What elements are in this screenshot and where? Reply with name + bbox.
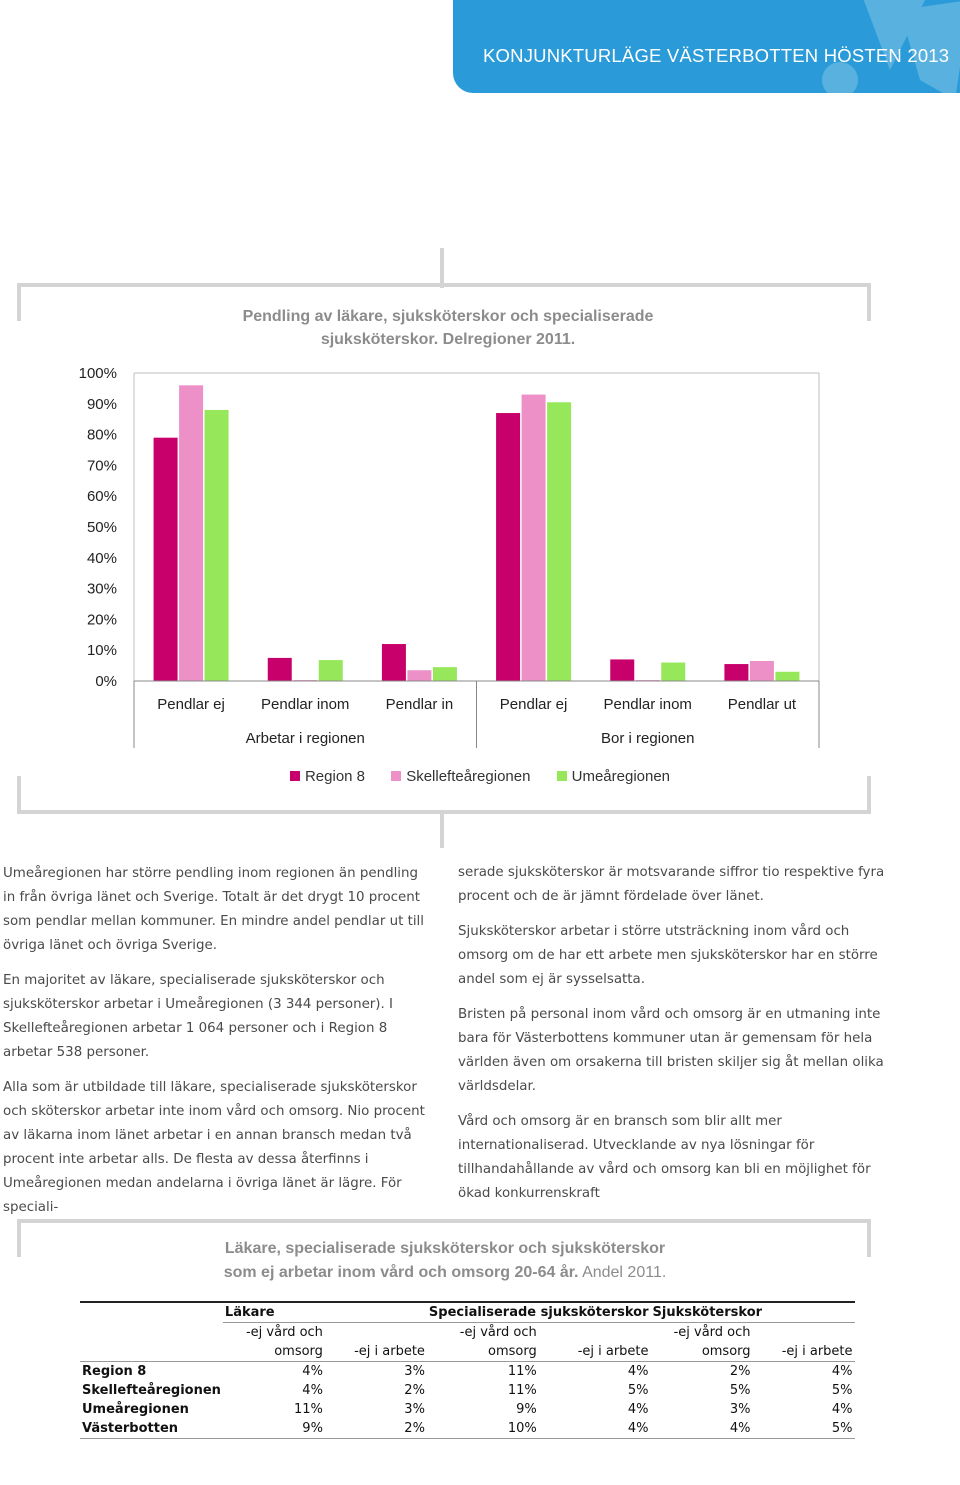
table-cell xyxy=(80,1323,223,1343)
chart-bar xyxy=(610,659,634,681)
table-cell: 4% xyxy=(627,1364,649,1379)
x-tick-label: Pendlar ej xyxy=(157,696,225,713)
chart-bar xyxy=(775,672,799,681)
table-cell: 5% xyxy=(729,1383,751,1398)
table-cell xyxy=(753,1323,855,1343)
frame-bracket xyxy=(17,810,871,814)
table-title-normal: Andel 2011. xyxy=(578,1264,667,1281)
table-cell: 11% xyxy=(507,1383,537,1398)
chart-bar xyxy=(522,395,546,681)
table-cell: 5% xyxy=(753,1419,855,1439)
y-tick-label: 10% xyxy=(86,642,117,660)
subheader-cell: omsorg xyxy=(223,1342,325,1362)
chart-bar xyxy=(547,402,571,681)
chart-bar xyxy=(382,644,406,681)
y-tick-label: 50% xyxy=(86,519,117,536)
y-tick-label: 40% xyxy=(86,549,117,567)
table-header-row xyxy=(80,1302,855,1323)
x-tick-label: Pendlar inom xyxy=(603,696,692,713)
chart-bar xyxy=(268,658,292,681)
y-tick-label: 20% xyxy=(86,611,117,629)
paragraph: Vård och omsorg är en bransch som blir allt mer internationaliserad. Utvecklande av nya lösningar för tillhandahållande av vård och omsorg kan bli en möjlighet för ökad konkurrenskraft xyxy=(458,1114,871,1201)
table-cell: 2% xyxy=(404,1383,425,1398)
y-tick-label: 0% xyxy=(95,673,117,690)
chart-bar xyxy=(496,413,520,681)
paragraph: Bristen på personal inom vård och omsorg är en utmaning inte bara för Västerbottens kommuner utan är gemensam för hela världen även om orsakerna till bristen skiljer sig åt mellan olika världsdelar. xyxy=(458,1007,884,1094)
subheader-cell: -ej i arbete xyxy=(753,1342,855,1362)
table-cell: 11% xyxy=(507,1364,537,1379)
x-group-label: Bor i regionen xyxy=(601,730,695,747)
y-tick-label: 30% xyxy=(86,580,117,598)
table-cell: 9% xyxy=(223,1419,325,1439)
chart-bar xyxy=(407,670,431,681)
subheader-cell: -ej vård och xyxy=(427,1323,539,1343)
table-title-line: Läkare, specialiserade sjuksköterskor och sjuksköterskor xyxy=(224,1240,666,1257)
paragraph: Alla som är utbildade till läkare, specialiserade sjuksköterskor och sköterskor arbetar inte inom vård och omsorg. Nio procent av läkarna inom länet arbetar i en annan bransch medan två procent inte arbetar alls. De flesta av dessa återfinns i Umeåregionen medan andelarna i övriga länet är lägre. För speciali- xyxy=(3,1080,425,1215)
y-tick-label: 90% xyxy=(86,395,117,413)
x-tick-label: Pendlar in xyxy=(385,696,454,713)
chart-title-line: sjuksköterskor. Delregioner 2011. xyxy=(320,331,576,348)
subheader-cell: -ej vård och xyxy=(651,1323,753,1343)
table-cell: 10% xyxy=(427,1419,539,1439)
chart-bar xyxy=(724,664,748,681)
table-cell: 4% xyxy=(831,1364,853,1379)
legend-label: Umeåregionen xyxy=(571,768,671,785)
legend-item xyxy=(391,768,530,785)
y-tick-label: 80% xyxy=(86,426,117,444)
table-cell xyxy=(539,1323,651,1343)
legend-label: Region 8 xyxy=(304,768,366,785)
group-header-specialiserade: Specialiserade sjuksköterskor xyxy=(427,1302,651,1323)
group-header-sjukskoterskor: Sjuksköterskor xyxy=(651,1302,855,1323)
table-row xyxy=(80,1381,855,1400)
table-cell: 5% xyxy=(627,1383,649,1398)
chart-bar xyxy=(179,385,203,681)
table-cell: 2% xyxy=(325,1419,427,1439)
subheader-cell: -ej vård och xyxy=(223,1323,325,1343)
chart-bar xyxy=(319,660,343,681)
y-tick-label: 100% xyxy=(78,365,117,382)
subheader-cell: -ej i arbete xyxy=(539,1342,651,1362)
table-title-bold: som ej arbetar inom vård och omsorg 20-64 år. xyxy=(223,1264,579,1281)
paragraph: serade sjuksköterskor är motsvarande siffror tio respektive fyra procent och de är jämnt fördelade över länet. xyxy=(458,865,885,904)
table-cell: 4% xyxy=(831,1402,853,1417)
table-cell: 4% xyxy=(302,1383,323,1398)
frame-bracket xyxy=(440,810,444,848)
table-row xyxy=(80,1400,855,1419)
paragraph: Umeåregionen har större pendling inom regionen än pendling in från övriga länet och Sverige. Totalt är det drygt 10 procent som pendlar mellan kommuner. En mindre andel pendlar ut till övriga länet och övriga Sverige. xyxy=(3,866,424,953)
legend-swatch xyxy=(391,771,401,781)
table-cell: 4% xyxy=(651,1419,753,1439)
table-cell: 4% xyxy=(627,1402,649,1417)
x-group-label: Arbetar i regionen xyxy=(245,730,365,747)
x-tick-label: Pendlar ut xyxy=(727,696,797,713)
row-label: Västerbotten xyxy=(80,1419,223,1439)
table-subheader-row xyxy=(80,1342,855,1362)
table-cell: 5% xyxy=(831,1383,853,1398)
row-label: Umeåregionen xyxy=(82,1402,189,1417)
report-title: KONJUNKTURLÄGE VÄSTERBOTTEN HÖSTEN 2013 xyxy=(483,45,950,66)
table-cell: 2% xyxy=(729,1364,751,1379)
table-cell: 11% xyxy=(294,1402,323,1417)
legend-item xyxy=(290,768,365,785)
chart-title-line: Pendling av läkare, sjuksköterskor och specialiserade xyxy=(242,308,654,325)
table-row xyxy=(80,1362,855,1382)
table-cell: 3% xyxy=(404,1364,425,1379)
chart-legend xyxy=(0,768,960,785)
table-cell xyxy=(325,1323,427,1343)
legend-item xyxy=(557,768,670,785)
group-header-lakare: Läkare xyxy=(223,1302,427,1323)
table-title-line xyxy=(0,1261,890,1285)
chart-bar xyxy=(750,661,774,681)
body-text-right xyxy=(458,861,898,1217)
table-row xyxy=(80,1419,855,1439)
chart-bar xyxy=(205,410,229,681)
table-cell xyxy=(80,1342,223,1362)
subheader-cell: omsorg xyxy=(651,1342,753,1362)
chart-bar xyxy=(154,438,178,681)
x-tick-label: Pendlar ej xyxy=(499,696,568,713)
table-cell: 4% xyxy=(302,1364,323,1379)
row-label: Region 8 xyxy=(82,1364,147,1379)
subheader-cell: omsorg xyxy=(427,1342,539,1362)
table-cell: 3% xyxy=(404,1402,425,1417)
table-cell: 9% xyxy=(516,1402,537,1417)
chart-bar xyxy=(661,663,685,681)
table-corner xyxy=(80,1302,223,1323)
y-tick-label: 70% xyxy=(86,457,117,475)
table-subheader-row xyxy=(80,1323,855,1343)
legend-swatch xyxy=(290,771,300,781)
table-cell: 4% xyxy=(539,1419,651,1439)
chart-bar xyxy=(433,667,457,681)
frame-bracket xyxy=(17,1219,871,1223)
row-label: Skellefteåregionen xyxy=(82,1383,221,1398)
paragraph: En majoritet av läkare, specialiserade sjuksköterskor och sjuksköterskor arbetar i Umeåregionen (3 344 personer). I Skellefteåregionen arbetar 1 064 personer och i Region 8 arbetar 538 personer. xyxy=(3,973,393,1060)
legend-swatch xyxy=(557,771,567,781)
y-tick-label: 60% xyxy=(86,488,117,506)
body-text-left xyxy=(3,862,433,1231)
legend-label: Skellefteåregionen xyxy=(406,768,531,785)
x-tick-label: Pendlar inom xyxy=(261,696,350,713)
ej-arbetar-table xyxy=(80,1301,855,1439)
table-title xyxy=(0,1237,890,1285)
subheader-cell: -ej i arbete xyxy=(325,1342,427,1362)
table-cell: 3% xyxy=(729,1402,751,1417)
paragraph: Sjuksköterskor arbetar i större utsträckning inom vård och omsorg om de har ett arbete men sjuksköterskor har en större andel som ej är sysselsatta. xyxy=(458,924,878,987)
